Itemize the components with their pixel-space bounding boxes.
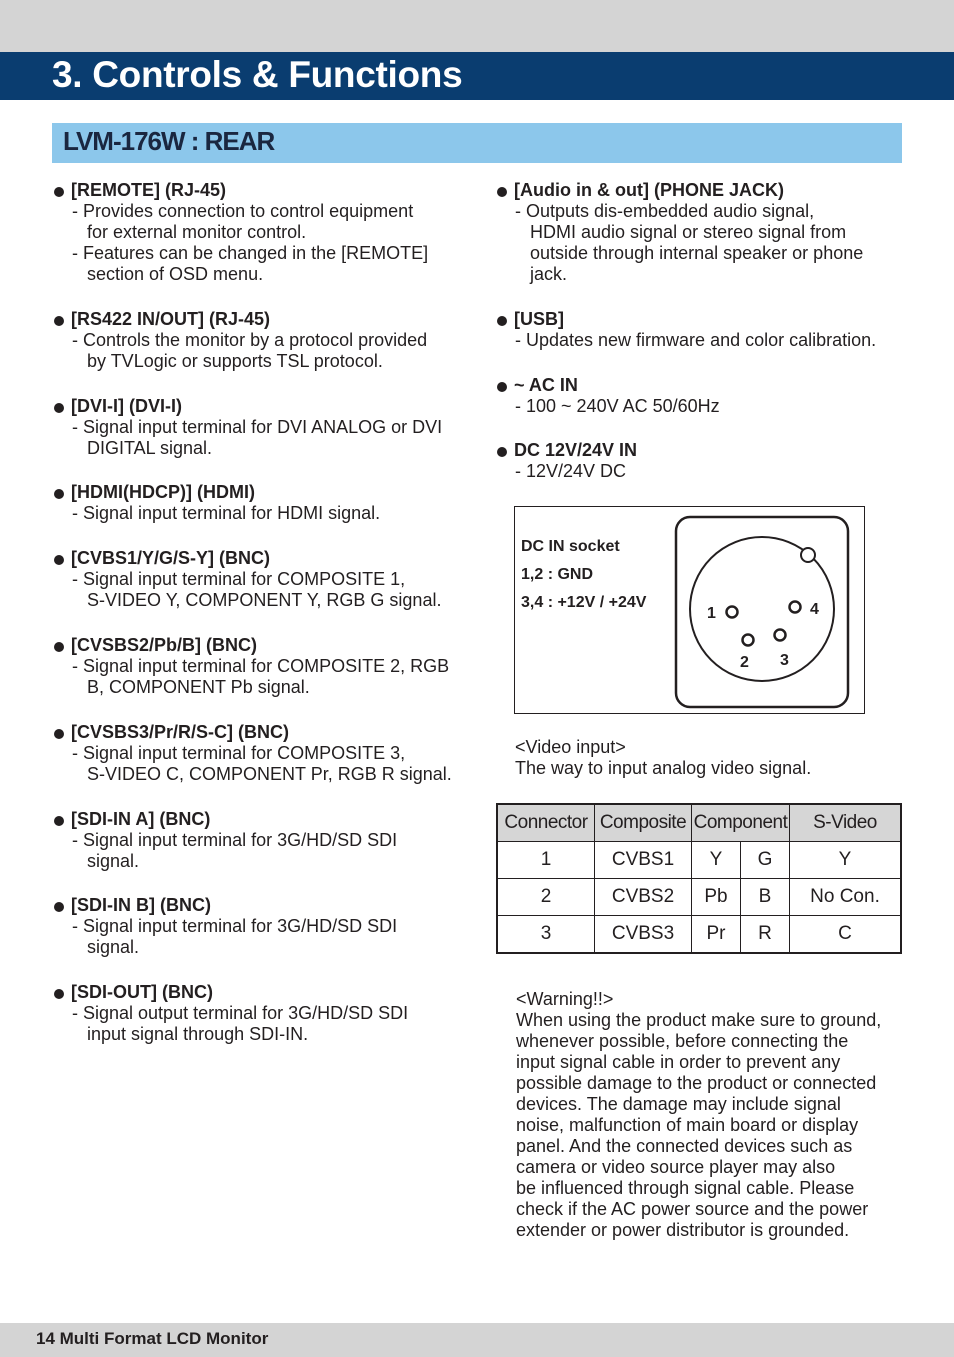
item-cvbs1 <box>71 548 441 611</box>
item-heading: [CVSBS3/Pr/R/S-C] (BNC) <box>71 722 290 742</box>
item-rs422 <box>71 309 427 372</box>
bullet-icon <box>54 902 64 912</box>
item-cvbs3 <box>71 722 452 785</box>
item-description: - Signal output terminal for 3G/HD/SD SDI input signal through SDI-IN. <box>72 1003 409 1044</box>
item-description: - Outputs dis-embedded audio signal, HDMI audio signal or stereo signal from outside through internal speaker or phone jack. <box>515 201 864 284</box>
item-dvi <box>71 396 442 459</box>
video-input-table <box>496 803 902 954</box>
table-row <box>497 916 901 954</box>
pin-label-1: 1 <box>707 605 716 622</box>
table-cell: Y <box>790 842 902 879</box>
bullet-icon <box>497 382 507 392</box>
table-cell: Y <box>692 842 741 879</box>
item-heading: [CVSBS2/Pb/B] (BNC) <box>71 635 258 655</box>
bullet-icon <box>54 816 64 826</box>
item-sdi-in-a <box>71 809 397 872</box>
item-audio <box>514 180 863 285</box>
socket-frame <box>676 517 848 707</box>
item-description: - Signal input terminal for DVI ANALOG or DVI DIGITAL signal. <box>72 417 443 458</box>
bullet-icon <box>54 403 64 413</box>
item-remote <box>71 180 428 285</box>
header-connector: Connector <box>497 804 595 842</box>
item-heading: [SDI-OUT] (BNC) <box>71 982 213 1002</box>
item-heading: [USB] <box>514 309 564 329</box>
item-description: - Provides connection to control equipment for external monitor control. - Features can be changed in the [REMOTE] section of OSD menu. <box>72 201 429 284</box>
pin-1 <box>727 607 738 618</box>
pin-label-3: 3 <box>780 652 789 669</box>
pin-4 <box>790 602 801 613</box>
footer-text: 14 Multi Format LCD Monitor <box>36 1329 269 1348</box>
item-heading: ~ AC IN <box>514 375 578 395</box>
item-description: - Signal input terminal for COMPOSITE 2, RGB B, COMPONENT Pb signal. <box>72 656 450 697</box>
chapter-title: 3. Controls & Functions <box>52 54 463 95</box>
item-sdi-out <box>71 982 408 1045</box>
item-heading: DC 12V/24V IN <box>514 440 638 460</box>
item-cvbs2 <box>71 635 449 698</box>
table-cell: Pr <box>692 916 741 954</box>
bullet-icon <box>54 989 64 999</box>
bullet-icon <box>54 489 64 499</box>
item-ac-in <box>514 375 720 417</box>
table-header-row <box>497 804 901 842</box>
table-cell: 2 <box>497 879 595 916</box>
item-description: - Signal input terminal for 3G/HD/SD SDI signal. <box>72 830 398 871</box>
item-heading: [REMOTE] (RJ-45) <box>71 180 227 200</box>
item-heading: [Audio in & out] (PHONE JACK) <box>514 180 784 200</box>
table-cell: R <box>741 916 790 954</box>
header-component: Component <box>692 804 790 842</box>
section-title-bar <box>52 123 902 163</box>
item-description: - Signal input terminal for COMPOSITE 1, S-VIDEO Y, COMPONENT Y, RGB G signal. <box>72 569 442 610</box>
footer-bar <box>0 1323 954 1357</box>
warning-title: <Warning!!> <box>516 989 614 1009</box>
table-cell: B <box>741 879 790 916</box>
item-description: - Signal input terminal for HDMI signal. <box>72 503 381 523</box>
item-heading: [HDMI(HDCP)] (HDMI) <box>71 482 255 502</box>
table-cell: 1 <box>497 842 595 879</box>
dc-socket-diagram <box>672 513 852 709</box>
bullet-icon <box>497 447 507 457</box>
item-description: - Signal input terminal for 3G/HD/SD SDI signal. <box>72 916 398 957</box>
bullet-icon <box>497 316 507 326</box>
dc-socket-figure <box>514 506 865 714</box>
item-description: - Signal input terminal for COMPOSITE 3, S-VIDEO C, COMPONENT Pr, RGB R signal. <box>72 743 452 784</box>
table-cell: C <box>790 916 902 954</box>
warning-text: When using the product make sure to ground, whenever possible, before connecting the input signal cable in order to prevent any possible damage to the product or connected devices. The damage may include signal noise, malfunction of main board or display panel. And the connected devices such as camera or video source player may also be influenced through signal cable. Please check if the AC power source and the power extender or power distributor is grounded. <box>516 1010 882 1240</box>
pin-2 <box>743 635 754 646</box>
item-description: - 12V/24V DC <box>515 461 627 481</box>
bullet-icon <box>54 555 64 565</box>
bullet-icon <box>54 187 64 197</box>
table-row <box>497 879 901 916</box>
table-cell: G <box>741 842 790 879</box>
header-composite: Composite <box>595 804 692 842</box>
item-heading: [DVI-I] (DVI-I) <box>71 396 182 416</box>
item-sdi-in-b <box>71 895 397 958</box>
table-cell: 3 <box>497 916 595 954</box>
pin-label-2: 2 <box>740 654 749 671</box>
table-cell: CVBS3 <box>595 916 692 954</box>
dc-socket-title: DC IN socket <box>521 538 620 555</box>
item-heading: [SDI-IN B] (BNC) <box>71 895 211 915</box>
bullet-icon <box>497 187 507 197</box>
table-cell: Pb <box>692 879 741 916</box>
dc-socket-gnd: 1,2 : GND <box>521 566 594 583</box>
item-dc-in <box>514 440 637 482</box>
table-cell: CVBS1 <box>595 842 692 879</box>
table-row <box>497 842 901 879</box>
bullet-icon <box>54 642 64 652</box>
item-hdmi <box>71 482 380 524</box>
table-cell: CVBS2 <box>595 879 692 916</box>
header-s-video: S-Video <box>790 804 902 842</box>
table-cell: No Con. <box>790 879 902 916</box>
pin-label-4: 4 <box>810 601 819 618</box>
item-description: - 100 ~ 240V AC 50/60Hz <box>515 396 720 416</box>
socket-key <box>801 548 815 562</box>
top-band <box>0 0 954 52</box>
dc-socket-power: 3,4 : +12V / +24V <box>521 594 647 611</box>
bullet-icon <box>54 729 64 739</box>
video-input-title: <Video input> <box>515 737 626 757</box>
chapter-title-bar <box>0 52 954 100</box>
section-title: LVM-176W : REAR <box>63 126 275 156</box>
item-heading: [RS422 IN/OUT] (RJ-45) <box>71 309 271 329</box>
video-input-text: The way to input analog video signal. <box>515 758 812 778</box>
pin-3 <box>775 630 786 641</box>
bullet-icon <box>54 316 64 326</box>
item-heading: [CVBS1/Y/G/S-Y] (BNC) <box>71 548 271 568</box>
item-description: - Controls the monitor by a protocol provided by TVLogic or supports TSL protocol. <box>72 330 428 371</box>
item-usb <box>514 309 876 351</box>
item-heading: [SDI-IN A] (BNC) <box>71 809 211 829</box>
item-description: - Updates new firmware and color calibration. <box>515 330 877 350</box>
